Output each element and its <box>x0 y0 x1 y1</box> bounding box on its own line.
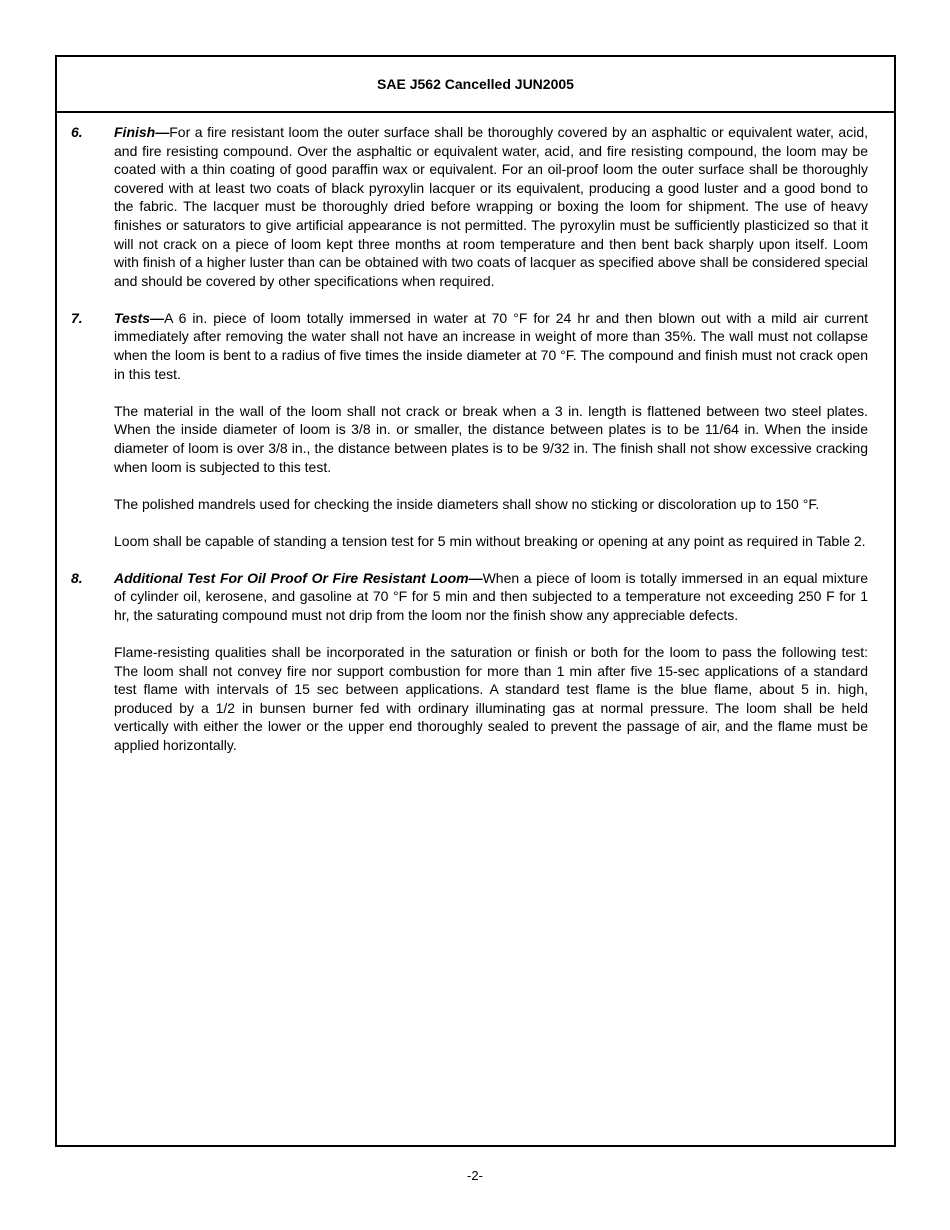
document-body <box>57 113 894 755</box>
paragraph-text: A 6 in. piece of loom totally immersed in water at 70 °F for 24 hr and then blown out with a mild air current immediately after removing the water shall not have an increase in weight of more than 35%. The wall must not collapse when the loom is bent to a radius of five times the inside diameter at 70 °F. The compound and finish must not crack open in this test. <box>114 309 868 382</box>
document-header <box>57 57 894 113</box>
paragraph <box>114 123 868 290</box>
paragraph: Loom shall be capable of standing a tension test for 5 min without breaking or opening at any point as required in Table 2. <box>114 532 866 549</box>
section-body <box>114 309 868 550</box>
section-body <box>114 569 868 755</box>
section-title: Finish— <box>114 124 170 140</box>
section-tests <box>71 309 868 550</box>
page-number: -2- <box>467 1168 483 1183</box>
paragraph: The material in the wall of the loom shall not crack or break when a 3 in. length is flattened between two steel plates. When the inside diameter of loom is 3/8 in. or smaller, the distance between plates is to be 11/64 in. When the inside diameter of loom is over 3/8 in., the distance between plates is to be 9/32 in. The finish shall not show excessive cracking when loom is subjected to this test. <box>114 402 868 475</box>
paragraph <box>114 309 868 383</box>
paragraph <box>114 569 868 625</box>
section-number: 8. <box>71 569 83 586</box>
section-title: Tests— <box>114 309 165 326</box>
section-number: 6. <box>71 124 83 140</box>
page-frame <box>55 55 896 1147</box>
section-number: 7. <box>71 309 83 326</box>
paragraph-text: When a piece of loom is totally immersed in an equal mixture of cylinder oil, kerosene, and gasoline at 70 °F for 5 min and then subjected to a temperature not exceeding 250 F for 1 hr, the saturating compound must not drip from the loom nor the finish show any appreciable defects. <box>114 569 868 623</box>
paragraph: Flame-resisting qualities shall be incorporated in the saturation or finish or both for the loom to pass the following test: The loom shall not convey fire nor support combustion for more than 1 min after five 15-sec applications of a standard test flame with intervals of 15 sec between applications. A standard test flame is the blue flame, about 5 in. high, produced by a 1/2 in bunsen burner fed with ordinary illuminating gas at normal pressure. The loom shall be held vertically with either the lower or the upper end thoroughly sealed to prevent the passage of air, and the flame must be applied horizontally. <box>114 644 868 754</box>
section-title: Additional Test For Oil Proof Or Fire Resistant Loom— <box>114 569 483 586</box>
section-finish <box>71 123 868 290</box>
section-body <box>114 123 868 290</box>
document-title: SAE J562 Cancelled JUN2005 <box>377 76 574 92</box>
paragraph: The polished mandrels used for checking the inside diameters shall show no sticking or discoloration up to 150 °F. <box>114 495 820 512</box>
paragraph-text: For a fire resistant loom the outer surface shall be thoroughly covered by an asphaltic or equivalent water, acid, and fire resisting compound. Over the asphaltic or equivalent water, acid, and fire resisting compound, the loom may be coated with a thin coating of good paraffin wax or equivalent. For an oil-proof loom the outer surface shall be thoroughly covered with at least two coats of black pyroxylin lacquer or its equivalent, producing a good luster and a good bond to the fabric. The lacquer must be thoroughly dried before wrapping or boxing the loom for shipment. The use of heavy finishes or saturators to give artificial appearance is not permitted. The pyroxylin must be sufficiently plasticized so that it will not crack on a piece of loom kept three months at room temperature and then bent back sharply upon itself. Loom with finish of a higher luster than can be obtained with two coats of lacquer as specified above shall be considered special and should be covered by other specifications when required. <box>114 124 868 289</box>
section-additional-test <box>71 569 868 755</box>
